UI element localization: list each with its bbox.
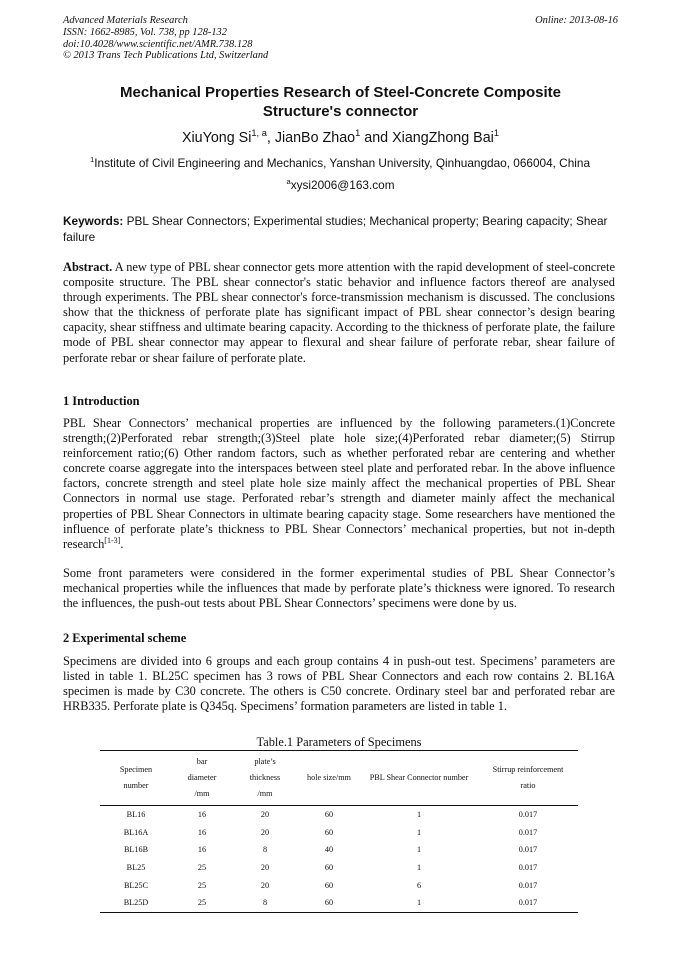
table-row: [100, 859, 578, 877]
affiliation-sup: 1: [89, 155, 95, 165]
cell-hole-size: 60: [324, 827, 334, 837]
cell-connector-number: 1: [416, 863, 422, 873]
journal-name: Advanced Materials Research: [63, 15, 188, 26]
table-row: [100, 841, 578, 859]
affiliation-text: Institute of Civil Engineering and Mechanics, Yanshan University, Qinhuangdao, 066004, China: [94, 156, 591, 170]
paper-title: [63, 83, 618, 121]
header-specimen-number: Specimen number: [100, 751, 172, 806]
header-plate-thickness: plate’s thickness /mm: [232, 751, 298, 806]
cell-plate-thickness: 20: [260, 827, 270, 837]
table-row: [100, 824, 578, 842]
title-line-2: Structure's connector: [262, 103, 419, 120]
email-sup: a: [286, 177, 291, 187]
table-row: [100, 894, 578, 912]
affiliation: [40, 156, 640, 170]
introduction-paragraph-1: [63, 416, 615, 552]
cell-bar-diameter: 25: [197, 880, 207, 890]
abstract-label: Abstract.: [63, 260, 113, 274]
table-header-row: [100, 751, 578, 806]
cell-specimen: BL25: [126, 863, 146, 873]
cell-bar-diameter: 16: [197, 827, 207, 837]
cell-hole-size: 40: [324, 845, 334, 855]
author-name: XiangZhong Bai: [392, 130, 494, 146]
cell-connector-number: 1: [416, 845, 422, 855]
cell-stirrup-ratio: 0.017: [518, 845, 538, 855]
author-sup: 1, a: [251, 128, 267, 139]
cell-hole-size: 60: [324, 880, 334, 890]
author-name: XiuYong Si: [181, 130, 252, 146]
abstract: [63, 260, 615, 366]
online-date: Online: 2013-08-16: [535, 15, 618, 26]
email-address[interactable]: xysi2006@163.com: [290, 178, 395, 192]
abstract-text: A new type of PBL shear connector gets more attention with the rapid development of steel-concrete composite structure. The PBL shear connector's static behavior and influence factors thereof are analysed through experiments. The PBL shear connector's force-transmission mechanism is discussed. The conclusions show that the thickness of perforate plate has significant impact of PBL shear connector’s design bearing capacity, shear stiffness and ultimate bearing capacity. According to the thickness of perforate plate, the failure mode of PBL shear connector may appear to flexural and shear failure of perforate rebar, shear failure of perforate rebar or shear failure of perforate plate.: [63, 260, 615, 365]
cell-connector-number: 1: [416, 810, 422, 820]
sentence-end: .: [120, 536, 124, 551]
cell-hole-size: 60: [324, 898, 334, 908]
doi-line: doi:10.4028/www.scientific.net/AMR.738.128: [63, 38, 253, 50]
keywords: [63, 213, 618, 245]
copyright-line: © 2013 Trans Tech Publications Ltd, Switzerland: [63, 50, 269, 62]
email-line: [63, 178, 618, 192]
cell-connector-number: 6: [416, 880, 422, 890]
header-hole-size: hole size/mm: [298, 751, 360, 806]
cell-connector-number: 1: [416, 827, 422, 837]
author-sup: 1: [355, 128, 361, 139]
author-name: JianBo Zhao: [274, 130, 356, 146]
section-heading-introduction: 1 Introduction: [63, 394, 140, 408]
cell-stirrup-ratio: 0.017: [518, 880, 538, 890]
table-caption: Table.1 Parameters of Specimens: [256, 735, 422, 749]
author-conjunction: and: [364, 130, 389, 146]
cell-bar-diameter: 25: [197, 863, 207, 873]
cell-specimen: BL16A: [123, 827, 149, 837]
cell-plate-thickness: 8: [262, 845, 268, 855]
journal-header: [63, 15, 618, 62]
cell-stirrup-ratio: 0.017: [518, 810, 538, 820]
cell-bar-diameter: 16: [197, 810, 207, 820]
header-bar-diameter: bar diameter /mm: [172, 751, 232, 806]
citation-ref[interactable]: [1-3]: [104, 535, 121, 545]
section-heading-experimental-scheme: 2 Experimental scheme: [63, 631, 187, 645]
cell-plate-thickness: 20: [260, 880, 270, 890]
table-row: [100, 806, 578, 824]
title-line-1: Mechanical Properties Research of Steel-Concrete Composite: [120, 84, 561, 101]
cell-plate-thickness: 8: [262, 898, 268, 908]
introduction-paragraph-2: Some front parameters were considered in the former experimental studies of PBL Shear Connector’s mechanical properties while the influences that made by perforate plate’s thickness were ignored. To research the influences, the push-out tests about PBL Shear Connectors’ specimens were done by us.: [63, 566, 615, 611]
cell-hole-size: 60: [324, 863, 334, 873]
parameters-table: [100, 750, 578, 913]
cell-plate-thickness: 20: [260, 863, 270, 873]
cell-plate-thickness: 20: [260, 810, 270, 820]
cell-stirrup-ratio: 0.017: [518, 827, 538, 837]
cell-hole-size: 60: [324, 810, 334, 820]
cell-specimen: BL25D: [123, 898, 149, 908]
introduction-text: PBL Shear Connectors’ mechanical properties are influenced by the following parameters.(1)Concrete strength;(2)Perforated rebar strength;(3)Steel plate hole size;(4)Perforated rebar diameter;(5) Stirrup reinforcement ratio;(6) Other random factors, such as whether perforated rebar are centering and whether concrete coarse aggregate into the interspaces between steel plate and perforated rebar. In the above influence factors, concrete strength and steel plate hole size mainly affect the mechanical properties of PBL Shear Connectors in normal use stage. Perforated rebar’s strength and diameter mainly affect the mechanical properties of PBL Shear Connectors in ultimate bearing capacity stage. Some researchers have mentioned the influence of perforate plate’s thickness to PBL Shear Connectors’ mechanical properties, but not in-depth research: [63, 416, 615, 551]
author-sup: 1: [493, 128, 500, 139]
table-row: [100, 876, 578, 894]
cell-specimen: BL16B: [123, 845, 149, 855]
header-stirrup-ratio: Stirrup reinforcement ratio: [478, 751, 578, 806]
cell-specimen: BL25C: [123, 880, 149, 890]
cell-stirrup-ratio: 0.017: [518, 898, 538, 908]
experimental-paragraph: Specimens are divided into 6 groups and each group contains 4 in push-out test. Specimens’ parameters are listed in table 1. BL25C specimen has 3 rows of PBL Shear Connectors and each row contains 2. BL16A specimen is made by C30 concrete. The others is C50 concrete. Ordinary steel bar and perforated rebar are HRB335. Perforate plate is Q345q. Specimens’ formation parameters are listed in table 1.: [63, 654, 615, 714]
cell-specimen: BL16: [126, 810, 146, 820]
keywords-label: Keywords:: [63, 214, 124, 228]
keywords-text: PBL Shear Connectors; Experimental studies; Mechanical property; Bearing capacity; Shear failure: [63, 214, 608, 244]
issn-line: ISSN: 1662-8985, Vol. 738, pp 128-132: [63, 26, 227, 38]
cell-connector-number: 1: [416, 898, 422, 908]
cell-bar-diameter: 25: [197, 898, 207, 908]
cell-bar-diameter: 16: [197, 845, 207, 855]
header-connector-number: PBL Shear Connector number: [360, 751, 478, 806]
author-list: XiuYong Si$^{1, a}$, JianBo Zhao$^1$ and XiangZhong Bai$^1$: [181, 128, 500, 146]
cell-stirrup-ratio: 0.017: [518, 863, 538, 873]
